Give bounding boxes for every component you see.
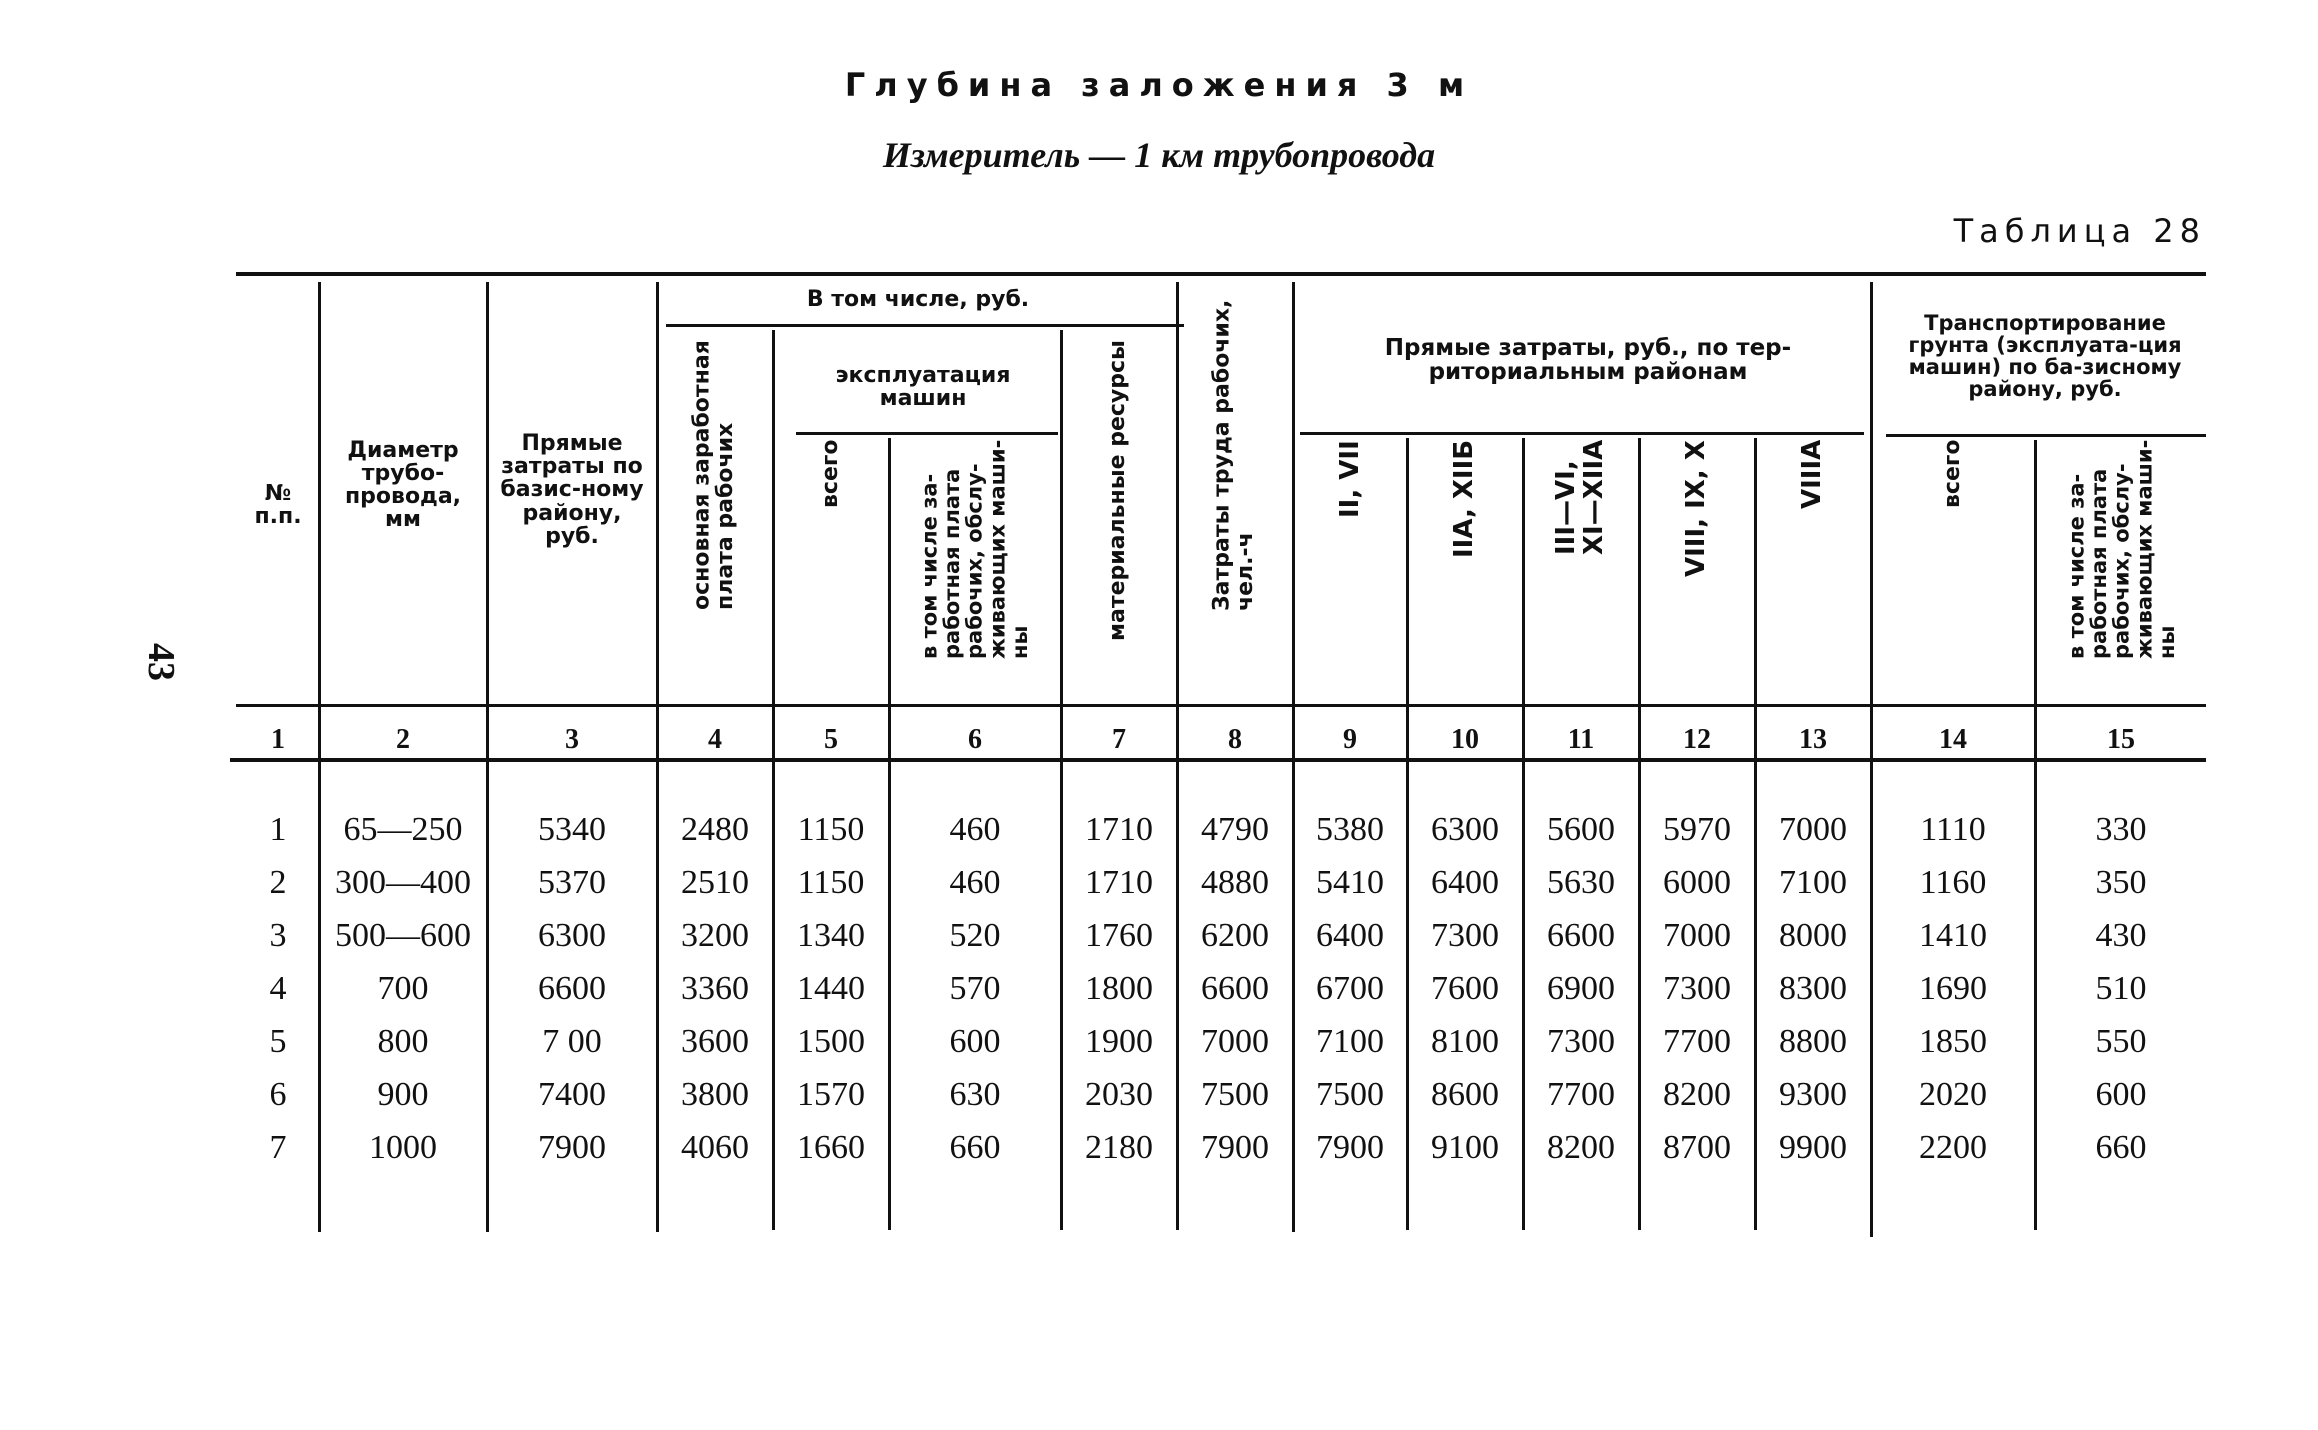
- table-cell: 7900: [1316, 1129, 1384, 1166]
- column-number: 12: [1683, 724, 1711, 755]
- table-cell: 1110: [1920, 811, 1986, 848]
- col-divider: [1292, 282, 1295, 1232]
- table-cell: 7000: [1779, 811, 1847, 848]
- page-title: Глубина заложения 3 м: [844, 66, 1474, 104]
- header-regional: Прямые затраты, руб., по тер-риториальным районам: [1384, 334, 1792, 385]
- table-cell: 7100: [1316, 1023, 1384, 1060]
- table-cell: 7300: [1663, 970, 1731, 1007]
- header-machine-total: всего: [818, 440, 844, 509]
- table-cell: 350: [2095, 864, 2147, 901]
- table-cell: 520: [949, 917, 1001, 954]
- header-bottom-rule: [230, 758, 2206, 762]
- col-divider: [2034, 440, 2037, 1230]
- transport-rule: [1886, 434, 2206, 437]
- table-cell: 430: [2095, 917, 2147, 954]
- col-divider: [1522, 438, 1525, 1230]
- header-transport: Транспортирование грунта (эксплуата-ция машин) по ба-зисному району, руб.: [1908, 310, 2182, 402]
- header-labor: Затраты труда рабочих, чел.-ч: [1209, 300, 1258, 612]
- table-cell: 2020: [1919, 1076, 1987, 1113]
- table-cell: 1690: [1919, 970, 1987, 1007]
- table-cell: 6: [269, 1076, 287, 1113]
- header-diameter: Диаметр трубо-провода, мм: [344, 437, 462, 533]
- col-divider: [486, 282, 489, 1232]
- table-cell: 2200: [1919, 1129, 1987, 1166]
- header-region-13: VIIIA: [1796, 440, 1827, 510]
- table-cell: 660: [2095, 1129, 2147, 1166]
- header-region-10: IIA, XIIБ: [1448, 440, 1479, 559]
- table-cell: 6200: [1201, 917, 1269, 954]
- table-top-rule: [236, 272, 2206, 276]
- col-divider: [318, 282, 321, 1232]
- col-divider: [1060, 330, 1063, 1230]
- table-cell: 5370: [538, 864, 606, 901]
- table-cell: 1340: [797, 917, 865, 954]
- table-cell: 9900: [1779, 1129, 1847, 1166]
- machine-operation-rule: [796, 432, 1058, 435]
- col-divider: [772, 330, 775, 1230]
- table-cell: 9300: [1779, 1076, 1847, 1113]
- header-machine-wage: в том числе за- работная плата рабочих, обслу- живающих маши- ны: [917, 440, 1032, 660]
- table-cell: 65—250: [343, 811, 463, 848]
- table-cell: 2030: [1085, 1076, 1153, 1113]
- table-cell: 1800: [1085, 970, 1153, 1007]
- table-cell: 1500: [797, 1023, 865, 1060]
- header-transport-total: всего: [1940, 440, 1966, 509]
- header-transport-wage: в том числе за- работная плата рабочих, обслу- живающих маши- ны: [2064, 440, 2179, 660]
- table-cell: 4: [269, 970, 287, 1007]
- column-number: 6: [968, 724, 982, 755]
- table-cell: 1710: [1085, 864, 1153, 901]
- column-number: 2: [396, 724, 410, 755]
- column-number: 7: [1112, 724, 1126, 755]
- page-number: 43: [140, 643, 182, 681]
- table-cell: 510: [2095, 970, 2147, 1007]
- table-cell: 460: [949, 811, 1001, 848]
- column-number: 10: [1451, 724, 1479, 755]
- table-cell: 460: [949, 864, 1001, 901]
- col-divider: [1754, 438, 1757, 1230]
- table-cell: 1900: [1085, 1023, 1153, 1060]
- column-number-top-rule: [236, 704, 2206, 707]
- table-cell: 8600: [1431, 1076, 1499, 1113]
- column-number: 14: [1939, 724, 1967, 755]
- table-cell: 550: [2095, 1023, 2147, 1060]
- table-cell: 1710: [1085, 811, 1153, 848]
- table-cell: 6600: [1547, 917, 1615, 954]
- table-cell: 8700: [1663, 1129, 1731, 1166]
- table-cell: 7000: [1663, 917, 1731, 954]
- table-cell: 700: [377, 970, 429, 1007]
- table-cell: 2510: [681, 864, 749, 901]
- header-materials: материальные ресурсы: [1105, 340, 1131, 641]
- column-number: 11: [1567, 724, 1595, 755]
- table-cell: 8000: [1779, 917, 1847, 954]
- table-cell: 3600: [681, 1023, 749, 1060]
- table-cell: 1: [269, 811, 287, 848]
- column-number: 4: [708, 724, 722, 755]
- header-region-12: VIII, IX, X: [1680, 440, 1711, 577]
- table-cell: 7500: [1201, 1076, 1269, 1113]
- column-number: 3: [565, 724, 579, 755]
- table-cell: 7900: [538, 1129, 606, 1166]
- table-cell: 1160: [1919, 864, 1987, 901]
- table-cell: 330: [2095, 811, 2147, 848]
- table-cell: 9100: [1431, 1129, 1499, 1166]
- table-cell: 3360: [681, 970, 749, 1007]
- table-cell: 8200: [1663, 1076, 1731, 1113]
- table-cell: 6900: [1547, 970, 1615, 1007]
- table-cell: 8200: [1547, 1129, 1615, 1166]
- table-cell: 900: [377, 1076, 429, 1113]
- table-cell: 600: [2095, 1076, 2147, 1113]
- table-cell: 5410: [1316, 864, 1384, 901]
- column-number: 15: [2107, 724, 2135, 755]
- table-cell: 6600: [538, 970, 606, 1007]
- table-cell: 1760: [1085, 917, 1153, 954]
- table-cell: 7700: [1547, 1076, 1615, 1113]
- table-cell: 300—400: [335, 864, 471, 901]
- table-cell: 7400: [538, 1076, 606, 1113]
- table-cell: 800: [377, 1023, 429, 1060]
- table-cell: 1150: [797, 811, 865, 848]
- header-machine-operation: эксплуатация машин: [835, 362, 1011, 411]
- table-cell: 4880: [1201, 864, 1269, 901]
- table-cell: 1570: [797, 1076, 865, 1113]
- table-cell: 5600: [1547, 811, 1615, 848]
- col-divider: [656, 282, 659, 1232]
- table-cell: 6000: [1663, 864, 1731, 901]
- table-cell: 2: [269, 864, 287, 901]
- table-cell: 6600: [1201, 970, 1269, 1007]
- table-cell: 570: [949, 970, 1001, 1007]
- table-cell: 2180: [1085, 1129, 1153, 1166]
- table-cell: 7000: [1201, 1023, 1269, 1060]
- table-cell: 4060: [681, 1129, 749, 1166]
- table-cell: 1850: [1919, 1023, 1987, 1060]
- table-cell: 6300: [538, 917, 606, 954]
- table-cell: 3200: [681, 917, 749, 954]
- table-cell: 5630: [1547, 864, 1615, 901]
- header-including: В том числе, руб.: [806, 287, 1030, 313]
- header-region-11: III—VI, XI—XIIA: [1550, 440, 1609, 556]
- column-number: 8: [1228, 724, 1242, 755]
- table-cell: 1000: [369, 1129, 437, 1166]
- table-cell: 1660: [797, 1129, 865, 1166]
- col-divider: [1406, 438, 1409, 1230]
- table-cell: 1410: [1919, 917, 1987, 954]
- table-cell: 5970: [1663, 811, 1731, 848]
- header-num: № п.п.: [254, 480, 302, 529]
- table-cell: 7500: [1316, 1076, 1384, 1113]
- table-cell: 5380: [1316, 811, 1384, 848]
- table-cell: 8100: [1431, 1023, 1499, 1060]
- table-cell: 3800: [681, 1076, 749, 1113]
- column-number: 1: [271, 724, 285, 755]
- column-number: 13: [1799, 724, 1827, 755]
- table-cell: 7900: [1201, 1129, 1269, 1166]
- col-divider: [1870, 282, 1873, 1237]
- table-cell: 6300: [1431, 811, 1499, 848]
- table-cell: 7: [269, 1129, 287, 1166]
- table-cell: 630: [949, 1076, 1001, 1113]
- header-direct-costs: Прямые затраты по базис-ному району, руб.: [500, 431, 644, 549]
- table-cell: 4790: [1201, 811, 1269, 848]
- table-cell: 6400: [1431, 864, 1499, 901]
- page-subtitle: Измеритель — 1 км трубопровода: [882, 135, 1436, 175]
- regional-rule: [1300, 432, 1864, 435]
- table-cell: 6400: [1316, 917, 1384, 954]
- header-base-wage: основная заработная плата рабочих: [689, 340, 738, 610]
- table-cell: 8300: [1779, 970, 1847, 1007]
- table-cell: 7300: [1547, 1023, 1615, 1060]
- table-cell: 8800: [1779, 1023, 1847, 1060]
- col-divider: [888, 438, 891, 1230]
- table-cell: 5340: [538, 811, 606, 848]
- table-cell: 1150: [797, 864, 865, 901]
- table-cell: 7100: [1779, 864, 1847, 901]
- including-rule: [666, 324, 1184, 327]
- table-cell: 500—600: [335, 917, 471, 954]
- table-label: Таблица 28: [1953, 212, 2206, 250]
- header-region-9: II, VII: [1334, 440, 1365, 518]
- column-number: 9: [1343, 724, 1357, 755]
- table-cell: 660: [949, 1129, 1001, 1166]
- col-divider: [1638, 438, 1641, 1230]
- table-cell: 6700: [1316, 970, 1384, 1007]
- table-cell: 7700: [1663, 1023, 1731, 1060]
- column-number: 5: [824, 724, 838, 755]
- table-cell: 600: [949, 1023, 1001, 1060]
- table-cell: 2480: [681, 811, 749, 848]
- table-cell: 7600: [1431, 970, 1499, 1007]
- table-cell: 5: [269, 1023, 287, 1060]
- table-cell: 7300: [1431, 917, 1499, 954]
- table-cell: 3: [269, 917, 287, 954]
- col-divider: [1176, 282, 1179, 1230]
- table-cell: 7 00: [542, 1023, 602, 1060]
- table-cell: 1440: [797, 970, 865, 1007]
